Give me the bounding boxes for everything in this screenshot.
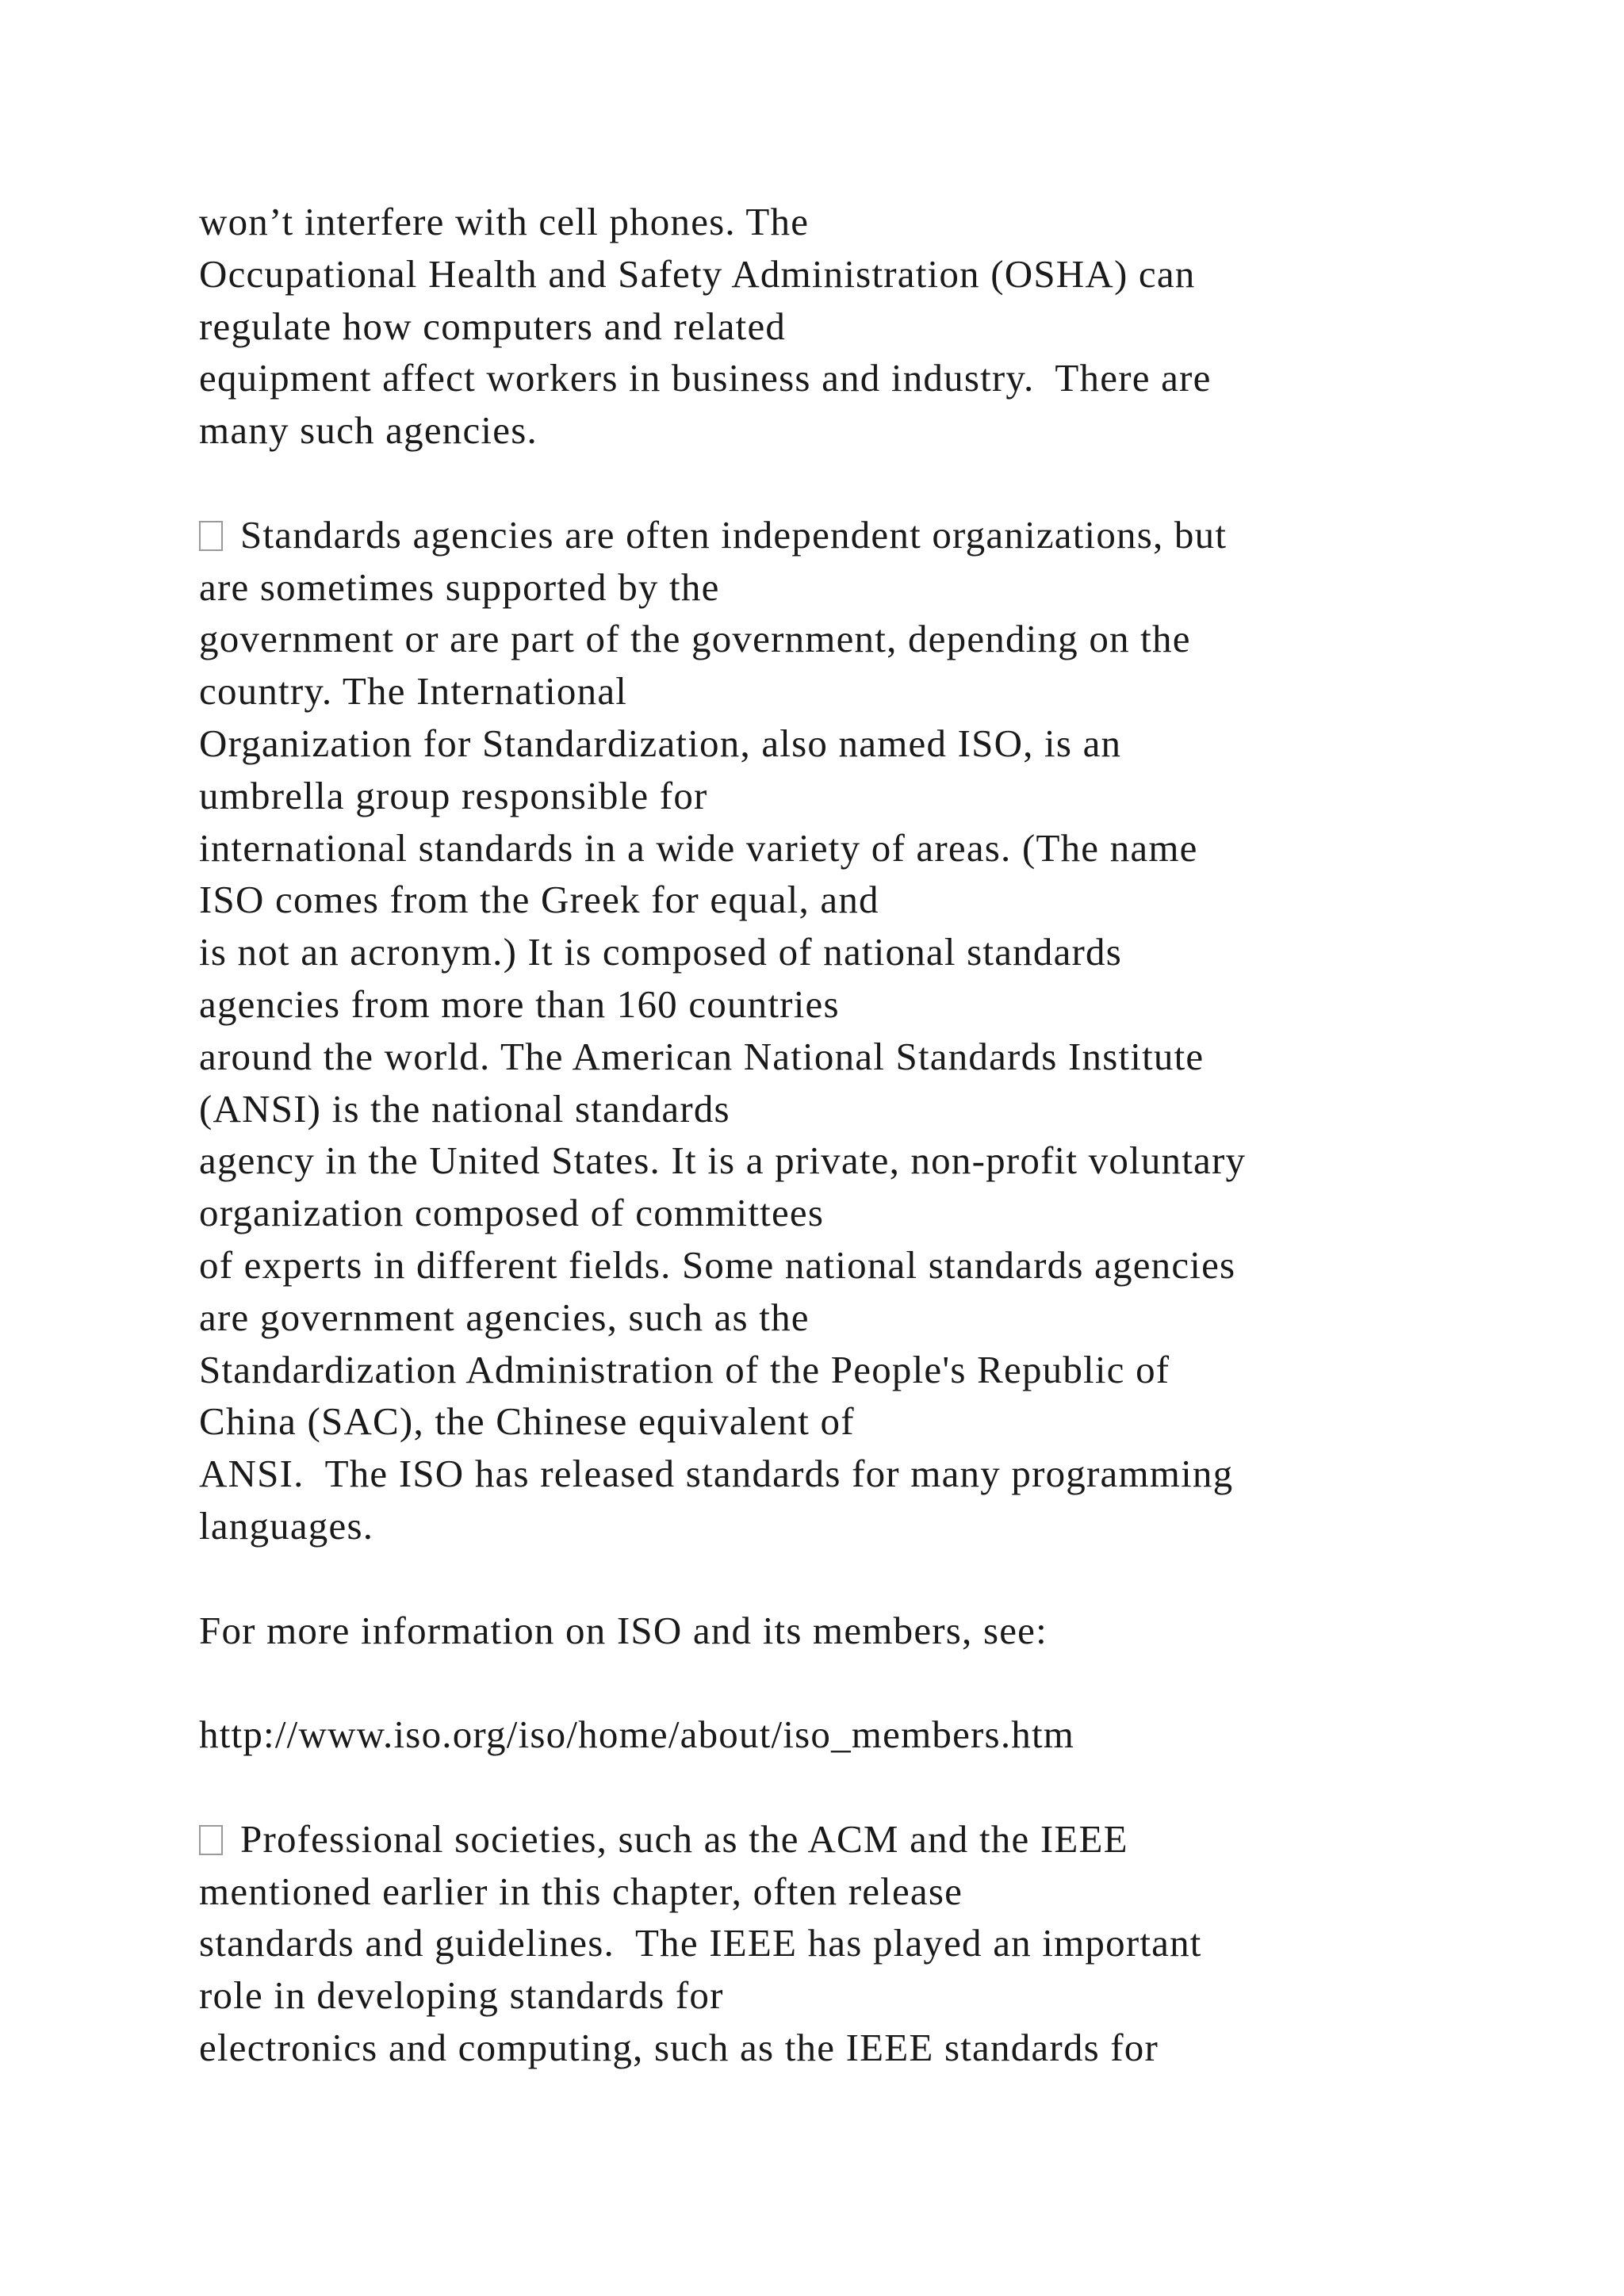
text-line: ISO comes from the Greek for equal, and	[199, 878, 879, 922]
missing-glyph-box-icon	[199, 1825, 223, 1855]
paragraph-gap	[199, 457, 1547, 509]
text-line: languages.	[199, 1503, 374, 1548]
paragraph-gap	[199, 1552, 1547, 1605]
paragraph-professional-societies	[199, 1813, 1547, 2074]
text-line: (ANSI) is the national standards	[199, 1086, 730, 1131]
text-line: many such agencies.	[199, 408, 538, 453]
text-line: of experts in different fields. Some national standards agencies	[199, 1242, 1236, 1287]
text-line: agency in the United States. It is a private, non-profit voluntary	[199, 1138, 1247, 1183]
text-line: are government agencies, such as the	[199, 1295, 810, 1339]
text-line: umbrella group responsible for	[199, 773, 708, 817]
paragraph-standards-agencies	[199, 509, 1547, 1552]
document-text	[199, 196, 1547, 2074]
text-line-content: Professional societies, such as the ACM and the IEEE	[240, 1816, 1128, 1861]
text-line: country. The International	[199, 669, 628, 714]
text-line: ANSI. The ISO has released standards for many programming	[199, 1452, 1234, 1496]
text-line: are sometimes supported by the	[199, 564, 720, 609]
text-line: role in developing standards for	[199, 1973, 724, 2018]
paragraph-agencies-intro	[199, 196, 1547, 457]
text-line: electronics and computing, such as the IEEE standards for	[199, 2025, 1159, 2069]
text-line: international standards in a wide variety of areas. (The name	[199, 825, 1198, 870]
text-line: China (SAC), the Chinese equivalent of	[199, 1399, 855, 1444]
text-line: standards and guidelines. The IEEE has played an important	[199, 1921, 1202, 1965]
text-line: Standardization Administration of the People's Republic of	[199, 1347, 1170, 1391]
missing-glyph-box-icon	[199, 521, 223, 551]
text-line: won’t interfere with cell phones. The	[199, 200, 810, 243]
text-line: Occupational Health and Safety Administration (OSHA) can	[199, 251, 1196, 296]
text-line: organization composed of committees	[199, 1191, 825, 1235]
paragraph-gap	[199, 1761, 1547, 1813]
text-line: For more information on ISO and its members, see:	[199, 1608, 1048, 1652]
paragraph-iso-url	[199, 1709, 1547, 1761]
paragraph-more-info	[199, 1605, 1547, 1657]
text-line: mentioned earlier in this chapter, often release	[199, 1869, 963, 1913]
text-line	[199, 1813, 1547, 1866]
text-line: government or are part of the government, depending on the	[199, 617, 1191, 661]
text-line: Organization for Standardization, also named ISO, is an	[199, 721, 1122, 765]
paragraph-gap	[199, 1656, 1547, 1709]
text-line-content: Standards agencies are often independent organizations, but	[240, 512, 1228, 557]
iso-members-url: http://www.iso.org/iso/home/about/iso_members.htm	[199, 1712, 1075, 1757]
text-line: regulate how computers and related	[199, 304, 787, 348]
text-line: agencies from more than 160 countries	[199, 982, 840, 1026]
text-line	[199, 509, 1547, 561]
text-line: around the world. The American National Standards Institute	[199, 1034, 1205, 1078]
text-line: is not an acronym.) It is composed of national standards	[199, 930, 1123, 974]
text-line: equipment affect workers in business and industry. There are	[199, 356, 1212, 400]
